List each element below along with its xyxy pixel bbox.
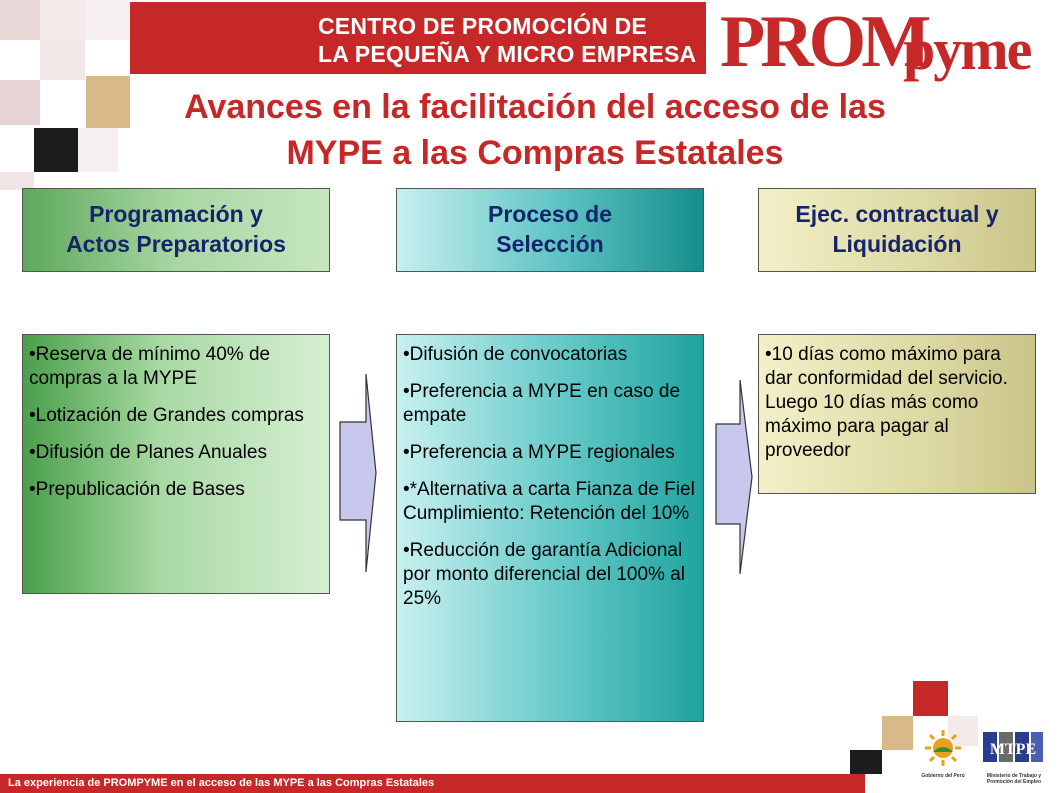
box-proceso-items bbox=[396, 334, 704, 722]
decorative-square bbox=[40, 40, 85, 80]
heading-line2: Selección bbox=[496, 231, 604, 257]
prompyme-logo bbox=[718, 0, 1058, 90]
decorative-square bbox=[78, 128, 118, 172]
footer-text: La experiencia de PROMPYME en el acceso de las MYPE a las Compras Estatales bbox=[8, 777, 435, 789]
slide-title bbox=[130, 84, 940, 176]
decorative-square bbox=[882, 716, 913, 750]
decorative-square bbox=[0, 80, 40, 125]
decorative-square bbox=[850, 750, 882, 774]
list-item: •Prepublicación de Bases bbox=[29, 479, 245, 500]
sun-emblem-icon bbox=[918, 728, 968, 768]
list-item: •Difusión de Planes Anuales bbox=[29, 442, 267, 463]
decorative-square bbox=[40, 0, 85, 40]
box-ejecucion-items bbox=[758, 334, 1036, 494]
footer-bar bbox=[0, 774, 865, 793]
list-item: •Reducción de garantía Adicional por monto diferencial del 100% al 25% bbox=[403, 540, 686, 609]
heading-line1: Proceso de bbox=[488, 201, 612, 227]
mtpe-logo-label: Ministerio de Trabajo y Promoción del Empleo bbox=[986, 773, 1042, 785]
right-arrow-icon bbox=[338, 372, 378, 574]
org-name-line2: LA PEQUEÑA Y MICRO EMPRESA bbox=[318, 41, 697, 67]
svg-text:MTPE: MTPE bbox=[989, 741, 1037, 758]
list-item: •Difusión de convocatorias bbox=[403, 344, 628, 365]
heading-line1: Programación y bbox=[89, 201, 263, 227]
heading-proceso-seleccion bbox=[396, 188, 704, 272]
decorative-square bbox=[34, 128, 78, 172]
heading-line2: Liquidación bbox=[832, 231, 962, 257]
heading-line2: Actos Preparatorios bbox=[66, 231, 286, 257]
list-item: •Preferencia a MYPE en caso de empate bbox=[403, 381, 681, 426]
decorative-square bbox=[85, 0, 130, 40]
logo-prom-text: PROM bbox=[720, 1, 927, 83]
decorative-square bbox=[0, 0, 40, 40]
slide-title-line2: MYPE a las Compras Estatales bbox=[286, 134, 784, 172]
decorative-square bbox=[86, 76, 130, 128]
slide-title-line1: Avances en la facilitación del acceso de las bbox=[184, 88, 886, 126]
heading-ejecucion-contractual bbox=[758, 188, 1036, 272]
list-item: •*Alternativa a carta Fianza de Fiel Cumplimiento: Retención del 10% bbox=[403, 479, 695, 524]
mtpe-emblem-icon bbox=[975, 728, 1053, 768]
heading-line1: Ejec. contractual y bbox=[795, 201, 999, 227]
list-item: •Lotización de Grandes compras bbox=[29, 405, 304, 426]
mtpe-logo bbox=[975, 728, 1053, 788]
list-item: •10 días como máximo para dar conformidad del servicio. Luego 10 días más como máximo para pagar al proveedor bbox=[765, 344, 1008, 461]
right-arrow-icon bbox=[714, 378, 754, 576]
logo-pyme-text: pyme bbox=[903, 17, 1031, 82]
list-item: •Preferencia a MYPE regionales bbox=[403, 442, 675, 463]
box-programacion-items bbox=[22, 334, 330, 594]
org-name-banner bbox=[130, 2, 706, 74]
decorative-square bbox=[913, 681, 948, 716]
gobierno-peru-logo bbox=[918, 728, 968, 788]
heading-programacion bbox=[22, 188, 330, 272]
list-item: •Reserva de mínimo 40% de compras a la MYPE bbox=[29, 344, 271, 389]
gov-logo-label: Gobierno del Perú bbox=[921, 773, 965, 779]
org-name-line1: CENTRO DE PROMOCIÓN DE bbox=[318, 13, 647, 39]
